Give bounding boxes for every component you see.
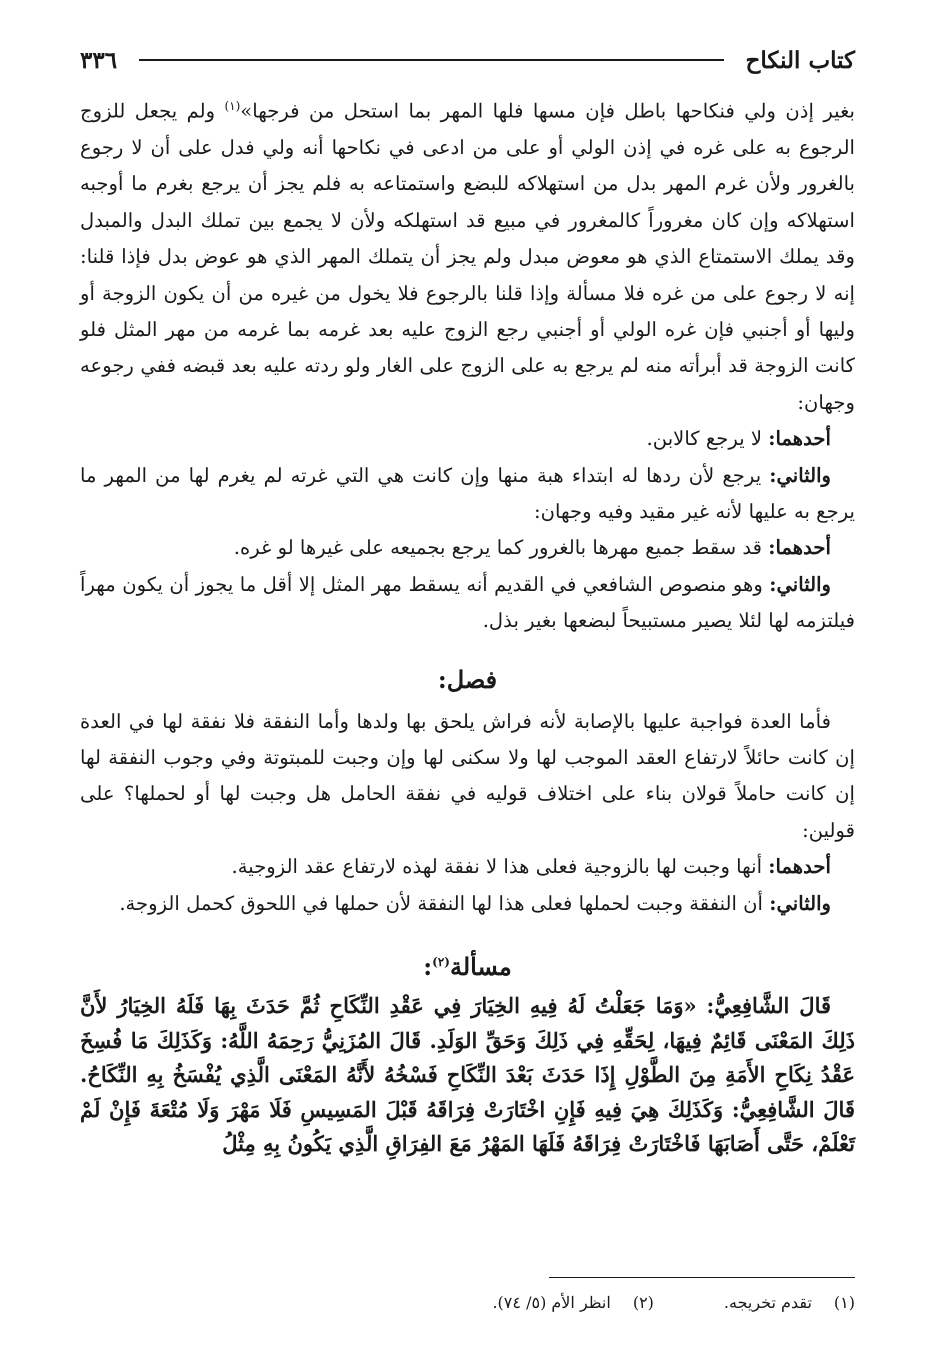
paragraph: أحدهما: لا يرجع كالابن. <box>646 427 831 451</box>
main-text <box>80 88 855 1162</box>
masala-heading: مسألة$^{(٢)}$: <box>423 952 512 982</box>
footnote-number: (١) <box>833 1293 855 1312</box>
footnote-ref[interactable]: (٢) <box>432 955 450 970</box>
footnote-ref[interactable]: (١) <box>224 99 241 113</box>
paragraph: والثاني: أن النفقة وجبت لحملها فعلى هذا لها النفقة لأن حملها في اللحوق كحمل الزوجة. <box>119 891 831 915</box>
option-label: والثاني: <box>769 572 831 596</box>
footnote-item <box>724 1288 855 1318</box>
section-heading: فصل: <box>437 664 498 694</box>
paragraph: والثاني: وهو منصوص الشافعي في القديم أنه يسقط مهر المثل إلا أقل ما يجوز أن يكون مهراً فيلتزمه لها لئلا يصير مستبيحاً لبضعها بغير بذل. <box>80 572 855 633</box>
quoted-text: قَالَ الشَّافِعِيُّ: «وَمَا جَعَلْتُ لَهُ فِيهِ الخِيَارَ فِي عَقْدِ النِّكَاحِ ثُمَّ حَدَثَ بِهَا فَلَهُ الخِيَارُ لأَنَّ ذَلِكَ المَعْنَى قَائِمٌ فِيهَا، لِحَقِّهِ فِي ذَلِكَ وَحَقِّ الوَلَدِ. قَالَ المُزَنِيُّ رَحِمَهُ اللَّهُ: وَكَذَلِكَ مَا فُسِخَ عَقْدُ نِكَاحِ الأَمَةِ مِنَ الطَّوْلِ إِذَا حَدَثَ بَعْدَ النِّكَاحِ فَسْخُهُ لأَنَّهُ المَعْنَى الَّذِي يُفْسَخُ بِهِ النِّكَاحُ. قَالَ الشَّافِعِيُّ: وَكَذَلِكَ هِيَ فِيهِ فَإِنِ اخْتَارَتْ فِرَاقَهُ قَبْلَ المَسِيسِ فَلَا مَهْرَ وَلَا مُتْعَةَ فَإِنْ لَمْ تَعْلَمْ، حَتَّى أَصَابَهَا فَاخْتَارَتْ فِرَاقَهُ فَلَهَا المَهْرُ مَعَ الفِرَاقِ الَّذِي يَكُونُ بِهِ مِثْلُ <box>80 993 855 1157</box>
chapter-title: كتاب النكاح <box>745 46 855 74</box>
footnote-text: تقدم تخريجه. <box>723 1293 812 1312</box>
paragraph: والثاني: يرجع لأن ردها له ابتداء هبة منها وإن كانت هي التي غرته لم يغرم لها من المهر ما يرجع به عليها لأنه غير مقيد وفيه وجهان: <box>80 463 855 523</box>
paragraph: أحدهما: قد سقط جميع مهرها بالغرور كما يرجع بجميعه على غيرها لو غره. <box>233 536 831 560</box>
footnote-text: انظر الأم (٥/ ٧٤). <box>492 1293 611 1312</box>
option-label: أحدهما: <box>768 536 831 560</box>
option-label: والثاني: <box>769 463 831 487</box>
footnote-rule <box>549 1277 855 1278</box>
footnotes <box>95 1288 855 1318</box>
paragraph: أحدهما: أنها وجبت لها بالزوجية فعلى هذا لا نفقة لهذه لارتفاع عقد الزوجية. <box>231 855 831 879</box>
option-label: أحدهما: <box>768 427 831 451</box>
option-label: والثاني: <box>769 891 831 915</box>
running-header <box>80 40 855 80</box>
page-number: ٣٣٦ <box>80 46 118 74</box>
footnote-number: (٢) <box>632 1293 654 1312</box>
paragraph: فأما العدة فواجبة عليها بالإصابة لأنه فراش يلحق بها ولدها وأما النفقة فلا نفقة لها في العدة إن كانت حائلاً لارتفاع العقد الموجب لها ولا سكنى لها وإن وجبت للمبتوتة وفي وجوب النفقة لها إن كانت حاملاً قولان بناء على اختلاف قوليه في نفقة الحامل هل وجبت لها أو لحملها؟ على قولين: <box>80 709 855 842</box>
paragraph: بغير إذن ولي فنكاحها باطل فإن مسها فلها المهر بما استحل من فرجها»$^{(١)}$ ولم يجعل للزوج الرجوع به على غره في إذن الولي أو على من ادعى في نكاحها أنه ولي فدل على أن لا رجوع بالغرور ولأن غرم المهر بدل من استهلاكه للبضع واستمتاعه به فلم يجز أن يرجع بغرم ما أوجبه استهلاكه وإن كان مغروراً كالمغرور في مبيع قد استهلكه ولأن لا يجمع بين تملك البدل والمبدل وقد يملك الاستمتاع الذي هو معوض مبدل ولم يجز أن يتملك المهر الذي هو عوض بدل فإذا قلنا: إنه لا رجوع على من غره فلا مسألة وإذا قلنا بالرجوع فلا يخول من غيره من أن يكون الزوجة أو وليها أو أجنبي فإن غره الولي أو أجنبي رجع الزوج عليه بعد غرمه بما غرمه من مهر المثل فلو كانت الزوجة قد أبرأته منه لم يرجع به على الزوج على الغار ولو ردته عليه بعد قبضه ففي رجوعه وجهان: <box>80 99 855 414</box>
footnote-item <box>492 1288 653 1318</box>
header-rule <box>139 59 723 61</box>
option-label: أحدهما: <box>768 855 831 879</box>
